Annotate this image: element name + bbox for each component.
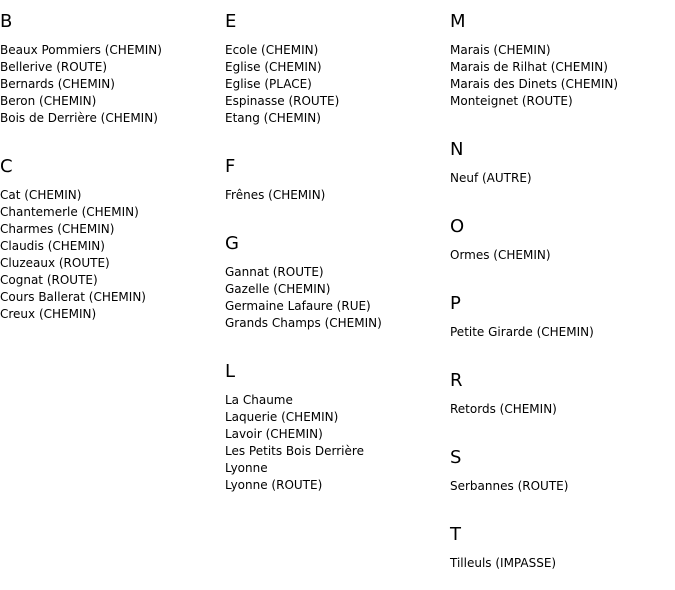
letter-heading: L [225,361,236,382]
letter-group [225,361,450,512]
letter-heading: C [0,156,13,177]
street-link[interactable]: Gannat (ROUTE) [225,265,324,279]
letter-group [450,139,675,205]
street-link[interactable]: Etang (CHEMIN) [225,111,321,125]
letter-group [450,447,675,513]
street-link[interactable]: Cours Ballerat (CHEMIN) [0,290,146,304]
street-link[interactable]: Retords (CHEMIN) [450,402,557,416]
street-list [450,247,675,282]
street-list [0,42,225,145]
street-link[interactable]: Beaux Pommiers (CHEMIN) [0,43,162,57]
street-link[interactable]: La Chaume [225,393,293,407]
street-link[interactable]: Marais (CHEMIN) [450,43,551,57]
street-link[interactable]: Cognat (ROUTE) [0,273,98,287]
street-link[interactable]: Frênes (CHEMIN) [225,188,326,202]
letter-heading: S [450,447,462,468]
street-list [450,478,675,513]
street-link[interactable]: Ormes (CHEMIN) [450,248,551,262]
street-link[interactable]: Espinasse (ROUTE) [225,94,340,108]
street-link[interactable]: Bernards (CHEMIN) [0,77,115,91]
street-link[interactable]: Petite Girarde (CHEMIN) [450,325,594,339]
street-link[interactable]: Beron (CHEMIN) [0,94,97,108]
street-list [225,187,450,222]
letter-group [450,11,675,128]
street-list [450,42,675,128]
letter-group [450,370,675,436]
letter-heading: E [225,11,237,32]
letter-heading: G [225,233,239,254]
street-link[interactable]: Eglise (PLACE) [225,77,312,91]
letter-heading: R [450,370,463,391]
street-link[interactable]: Eglise (CHEMIN) [225,60,322,74]
street-link[interactable]: Lyonne [225,461,268,475]
letter-heading: O [450,216,465,237]
street-link[interactable]: Grands Champs (CHEMIN) [225,316,382,330]
street-link[interactable]: Charmes (CHEMIN) [0,222,115,236]
letter-group [0,156,225,341]
street-link[interactable]: Germaine Lafaure (RUE) [225,299,371,313]
street-link[interactable]: Serbannes (ROUTE) [450,479,569,493]
street-list [450,555,675,590]
street-link[interactable]: Marais de Rilhat (CHEMIN) [450,60,608,74]
street-link[interactable]: Bellerive (ROUTE) [0,60,108,74]
street-link[interactable]: Cat (CHEMIN) [0,188,82,202]
street-list [450,324,675,359]
letter-heading: P [450,293,461,314]
street-list [450,401,675,436]
street-link[interactable]: Claudis (CHEMIN) [0,239,105,253]
letter-heading: B [0,11,13,32]
street-link[interactable]: Neuf (AUTRE) [450,171,532,185]
street-link[interactable]: Lavoir (CHEMIN) [225,427,323,441]
street-index-column [0,0,225,341]
street-link[interactable]: Ecole (CHEMIN) [225,43,319,57]
street-link[interactable]: Bois de Derrière (CHEMIN) [0,111,158,125]
street-index-column [225,0,450,512]
street-list [0,187,225,341]
letter-group [450,524,675,590]
letter-group [225,233,450,350]
letter-heading: M [450,11,466,32]
street-link[interactable]: Creux (CHEMIN) [0,307,97,321]
street-list [225,264,450,350]
letter-group [450,216,675,282]
street-link[interactable]: Monteignet (ROUTE) [450,94,573,108]
street-list [225,392,450,512]
letter-heading: N [450,139,464,160]
letter-heading: T [450,524,461,545]
letter-group [450,293,675,359]
street-list [225,42,450,145]
street-link[interactable]: Les Petits Bois Derrière [225,444,364,458]
street-index-column [450,0,675,590]
street-list [450,170,675,205]
letter-group [225,156,450,222]
street-link[interactable]: Tilleuls (IMPASSE) [450,556,557,570]
street-link[interactable]: Marais des Dinets (CHEMIN) [450,77,619,91]
letter-group [0,11,225,145]
street-link[interactable]: Laquerie (CHEMIN) [225,410,339,424]
letter-heading: F [225,156,236,177]
letter-group [225,11,450,145]
street-link[interactable]: Chantemerle (CHEMIN) [0,205,139,219]
street-link[interactable]: Gazelle (CHEMIN) [225,282,331,296]
street-link[interactable]: Cluzeaux (ROUTE) [0,256,110,270]
street-link[interactable]: Lyonne (ROUTE) [225,478,323,492]
